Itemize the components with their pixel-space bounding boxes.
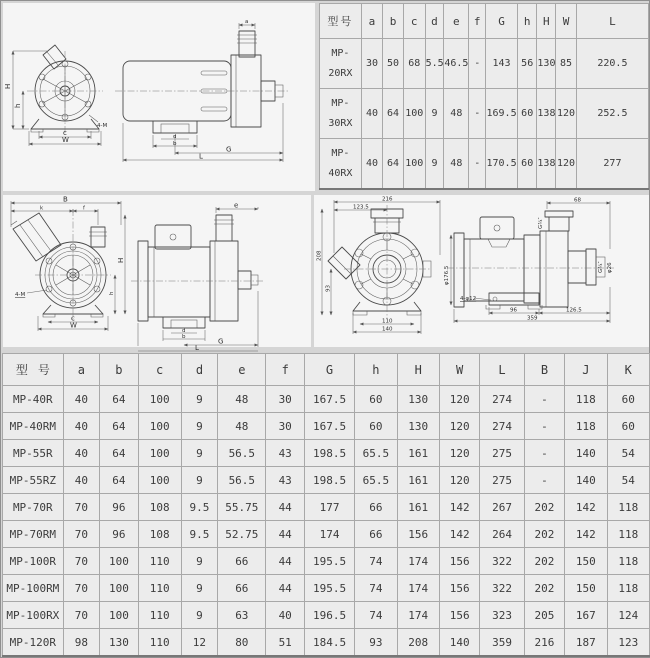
value-cell: 9 bbox=[181, 386, 218, 413]
value-cell: 110 bbox=[138, 548, 181, 575]
dim-width-inlet: 123.5 bbox=[353, 204, 369, 211]
value-cell: 64 bbox=[100, 413, 138, 440]
value-cell: 100 bbox=[138, 413, 181, 440]
bolt-callout-label: 4-M bbox=[15, 292, 26, 298]
value-cell: 118 bbox=[565, 386, 607, 413]
rx-pump-drawing bbox=[3, 3, 315, 191]
table-row bbox=[3, 548, 650, 575]
value-cell: 120 bbox=[439, 413, 479, 440]
rx-spec-table-panel bbox=[319, 3, 649, 189]
value-cell: 9 bbox=[181, 467, 218, 494]
dim-label-L: L bbox=[195, 344, 199, 352]
dim-label-H: H bbox=[4, 83, 12, 89]
value-cell: 195.5 bbox=[304, 548, 354, 575]
bolt-callout-label: 4-M bbox=[97, 123, 108, 129]
value-cell: 60 bbox=[518, 139, 537, 190]
value-cell: 120 bbox=[439, 467, 479, 494]
column-header: b bbox=[383, 4, 404, 39]
dim-label-h: h bbox=[109, 291, 115, 295]
pump120-front-view bbox=[317, 197, 441, 335]
drawing-panel-rx-series bbox=[3, 3, 315, 191]
table-row bbox=[320, 139, 649, 190]
value-cell: 40 bbox=[361, 139, 382, 190]
value-cell: 48 bbox=[444, 139, 469, 190]
value-cell: 60 bbox=[518, 89, 537, 139]
value-cell: 60 bbox=[355, 386, 397, 413]
column-header: W bbox=[439, 354, 479, 386]
column-header: K bbox=[607, 354, 649, 386]
dim-base-length: 96 bbox=[510, 307, 517, 314]
model-cell: MP-20RX bbox=[320, 39, 362, 89]
column-header: e bbox=[218, 354, 266, 386]
column-header: H bbox=[537, 4, 556, 39]
value-cell: 130 bbox=[537, 39, 556, 89]
column-header: f bbox=[266, 354, 304, 386]
value-cell: 130 bbox=[397, 386, 439, 413]
value-cell: 48 bbox=[444, 89, 469, 139]
value-cell: 55.75 bbox=[218, 494, 266, 521]
value-cell: 202 bbox=[524, 521, 564, 548]
value-cell: 66 bbox=[355, 494, 397, 521]
value-cell: 140 bbox=[565, 467, 607, 494]
value-cell: 64 bbox=[100, 386, 138, 413]
column-header: c bbox=[138, 354, 181, 386]
value-cell: 174 bbox=[397, 575, 439, 602]
value-cell: - bbox=[524, 467, 564, 494]
value-cell: 118 bbox=[607, 575, 649, 602]
value-cell: 96 bbox=[100, 494, 138, 521]
value-cell: 174 bbox=[397, 602, 439, 629]
model-cell: MP-120R bbox=[3, 629, 64, 657]
column-header: e bbox=[444, 4, 469, 39]
value-cell: 161 bbox=[397, 440, 439, 467]
value-cell: 110 bbox=[138, 575, 181, 602]
model-cell: MP-100RX bbox=[3, 602, 64, 629]
dim-head-length: 126.5 bbox=[566, 307, 582, 314]
value-cell: 56 bbox=[518, 39, 537, 89]
value-cell: 202 bbox=[524, 494, 564, 521]
bolt-callout-label: 4-φ12 bbox=[460, 296, 477, 302]
value-cell: 100 bbox=[138, 467, 181, 494]
value-cell: 30 bbox=[266, 386, 304, 413]
value-cell: 216 bbox=[524, 629, 564, 657]
r-spec-table-panel bbox=[2, 353, 650, 658]
column-header: H bbox=[397, 354, 439, 386]
value-cell: 9 bbox=[425, 139, 444, 190]
model-cell: MP-40RM bbox=[3, 413, 64, 440]
value-cell: 9 bbox=[425, 89, 444, 139]
outlet-thread-label: G¾″ bbox=[598, 261, 604, 273]
dim-width-total: 216 bbox=[382, 196, 393, 203]
value-cell: 74 bbox=[355, 548, 397, 575]
port-thread-label: G¾″ bbox=[538, 217, 544, 229]
value-cell: 64 bbox=[383, 89, 404, 139]
value-cell: 100 bbox=[100, 602, 138, 629]
column-header: d bbox=[181, 354, 218, 386]
value-cell: 44 bbox=[266, 575, 304, 602]
value-cell: - bbox=[469, 139, 486, 190]
value-cell: 205 bbox=[524, 602, 564, 629]
value-cell: 70 bbox=[63, 548, 100, 575]
value-cell: 140 bbox=[439, 629, 479, 657]
value-cell: 143 bbox=[486, 39, 518, 89]
value-cell: 267 bbox=[480, 494, 524, 521]
value-cell: 174 bbox=[397, 548, 439, 575]
dim-label-b: b bbox=[173, 141, 177, 147]
value-cell: - bbox=[524, 386, 564, 413]
value-cell: 161 bbox=[397, 494, 439, 521]
value-cell: 66 bbox=[218, 548, 266, 575]
dim-label-a: a bbox=[245, 19, 249, 25]
column-header: d bbox=[425, 4, 444, 39]
table-row bbox=[3, 575, 650, 602]
pump-120r-drawing bbox=[314, 195, 649, 347]
table-row bbox=[3, 602, 650, 629]
value-cell: 138 bbox=[537, 139, 556, 190]
value-cell: 322 bbox=[480, 575, 524, 602]
rx-front-view bbox=[4, 45, 107, 146]
value-cell: 118 bbox=[565, 413, 607, 440]
column-header: f bbox=[469, 4, 486, 39]
value-cell: 118 bbox=[607, 548, 649, 575]
value-cell: 64 bbox=[100, 467, 138, 494]
table-row bbox=[3, 386, 650, 413]
value-cell: - bbox=[524, 413, 564, 440]
value-cell: 70 bbox=[63, 494, 100, 521]
column-header: c bbox=[403, 4, 425, 39]
value-cell: 9.5 bbox=[181, 494, 218, 521]
dim-total-length: 359 bbox=[527, 315, 538, 322]
value-cell: 96 bbox=[100, 521, 138, 548]
value-cell: 44 bbox=[266, 548, 304, 575]
dim-height-center: 93 bbox=[325, 285, 332, 292]
dim-label-G: G bbox=[218, 337, 224, 346]
dim-label-H: H bbox=[117, 257, 125, 263]
value-cell: 150 bbox=[565, 548, 607, 575]
drawing-panel-120r bbox=[314, 195, 649, 347]
value-cell: 46.5 bbox=[444, 39, 469, 89]
value-cell: 66 bbox=[218, 575, 266, 602]
column-header: h bbox=[355, 354, 397, 386]
value-cell: 198.5 bbox=[304, 467, 354, 494]
value-cell: 196.5 bbox=[304, 602, 354, 629]
value-cell: 110 bbox=[138, 629, 181, 657]
model-cell: MP-40RX bbox=[320, 139, 362, 190]
value-cell: 5.5 bbox=[425, 39, 444, 89]
value-cell: 323 bbox=[480, 602, 524, 629]
value-cell: 177 bbox=[304, 494, 354, 521]
column-header: a bbox=[63, 354, 100, 386]
value-cell: 52.75 bbox=[218, 521, 266, 548]
column-header: G bbox=[304, 354, 354, 386]
value-cell: 43 bbox=[266, 467, 304, 494]
value-cell: 100 bbox=[403, 89, 425, 139]
dim-label-d: d bbox=[182, 328, 186, 334]
dim-label-b: b bbox=[182, 334, 186, 340]
value-cell: 70 bbox=[63, 602, 100, 629]
value-cell: 63 bbox=[218, 602, 266, 629]
dim-label-B: B bbox=[63, 195, 68, 204]
table-row bbox=[3, 467, 650, 494]
value-cell: 275 bbox=[480, 467, 524, 494]
dim-label-W: W bbox=[70, 321, 77, 330]
value-cell: 277 bbox=[576, 139, 648, 190]
value-cell: 110 bbox=[138, 602, 181, 629]
model-cell: MP-40R bbox=[3, 386, 64, 413]
value-cell: 9 bbox=[181, 548, 218, 575]
rx-spec-table bbox=[319, 3, 649, 190]
dim-label-e: e bbox=[234, 201, 239, 210]
flange-dia-label: φ176.5 bbox=[444, 265, 450, 285]
value-cell: 202 bbox=[524, 548, 564, 575]
value-cell: 100 bbox=[100, 575, 138, 602]
dim-label-h: h bbox=[14, 103, 22, 108]
value-cell: 40 bbox=[63, 467, 100, 494]
value-cell: 12 bbox=[181, 629, 218, 657]
value-cell: 51 bbox=[266, 629, 304, 657]
value-cell: 48 bbox=[218, 386, 266, 413]
value-cell: 108 bbox=[138, 494, 181, 521]
value-cell: 150 bbox=[565, 575, 607, 602]
header-row bbox=[3, 354, 650, 386]
value-cell: 275 bbox=[480, 440, 524, 467]
value-cell: 100 bbox=[100, 548, 138, 575]
column-header: a bbox=[361, 4, 382, 39]
dim-label-G: G bbox=[226, 145, 232, 154]
value-cell: 50 bbox=[383, 39, 404, 89]
column-header: L bbox=[480, 354, 524, 386]
dim-height-total: 208 bbox=[316, 250, 323, 261]
value-cell: 140 bbox=[565, 440, 607, 467]
model-cell: MP-100RM bbox=[3, 575, 64, 602]
value-cell: - bbox=[469, 39, 486, 89]
value-cell: 56.5 bbox=[218, 467, 266, 494]
value-cell: 161 bbox=[397, 467, 439, 494]
value-cell: 44 bbox=[266, 494, 304, 521]
value-cell: 40 bbox=[266, 602, 304, 629]
value-cell: 60 bbox=[607, 386, 649, 413]
table-row bbox=[320, 39, 649, 89]
value-cell: 184.5 bbox=[304, 629, 354, 657]
value-cell: 65.5 bbox=[355, 440, 397, 467]
value-cell: 187 bbox=[565, 629, 607, 657]
dim-port-offset: 68 bbox=[574, 197, 581, 204]
value-cell: 60 bbox=[355, 413, 397, 440]
value-cell: 30 bbox=[266, 413, 304, 440]
value-cell: 54 bbox=[607, 440, 649, 467]
outlet-dia-label: φ26 bbox=[607, 262, 613, 273]
value-cell: 9 bbox=[181, 575, 218, 602]
value-cell: 156 bbox=[439, 575, 479, 602]
value-cell: 123 bbox=[607, 629, 649, 657]
value-cell: 74 bbox=[355, 602, 397, 629]
r-front-view bbox=[11, 196, 125, 332]
table-row bbox=[3, 629, 650, 657]
table-row bbox=[3, 440, 650, 467]
value-cell: 9 bbox=[181, 413, 218, 440]
r-side-view bbox=[131, 202, 265, 353]
value-cell: 274 bbox=[480, 386, 524, 413]
dim-label-d: d bbox=[173, 134, 177, 140]
value-cell: 100 bbox=[138, 386, 181, 413]
column-header: 型号 bbox=[320, 4, 362, 39]
value-cell: 156 bbox=[439, 602, 479, 629]
value-cell: 66 bbox=[355, 521, 397, 548]
table-row bbox=[3, 521, 650, 548]
model-cell: MP-100R bbox=[3, 548, 64, 575]
value-cell: 100 bbox=[403, 139, 425, 190]
value-cell: 70 bbox=[63, 575, 100, 602]
value-cell: 142 bbox=[439, 521, 479, 548]
value-cell: 68 bbox=[403, 39, 425, 89]
value-cell: 40 bbox=[63, 413, 100, 440]
value-cell: 85 bbox=[556, 39, 577, 89]
value-cell: 220.5 bbox=[576, 39, 648, 89]
value-cell: 195.5 bbox=[304, 575, 354, 602]
value-cell: 40 bbox=[63, 440, 100, 467]
dim-label-c: c bbox=[71, 314, 75, 323]
value-cell: 74 bbox=[355, 575, 397, 602]
value-cell: 98 bbox=[63, 629, 100, 657]
value-cell: 120 bbox=[439, 386, 479, 413]
model-cell: MP-55RZ bbox=[3, 467, 64, 494]
value-cell: 359 bbox=[480, 629, 524, 657]
column-header: 型号 bbox=[3, 354, 64, 386]
column-header: J bbox=[565, 354, 607, 386]
model-cell: MP-30RX bbox=[320, 89, 362, 139]
value-cell: 202 bbox=[524, 575, 564, 602]
value-cell: 9 bbox=[181, 602, 218, 629]
value-cell: 120 bbox=[439, 440, 479, 467]
value-cell: 64 bbox=[100, 440, 138, 467]
value-cell: 169.5 bbox=[486, 89, 518, 139]
value-cell: 118 bbox=[607, 494, 649, 521]
value-cell: - bbox=[469, 89, 486, 139]
value-cell: 198.5 bbox=[304, 440, 354, 467]
value-cell: 264 bbox=[480, 521, 524, 548]
dim-label-f: f bbox=[83, 205, 85, 212]
header-row bbox=[320, 4, 649, 39]
value-cell: 130 bbox=[397, 413, 439, 440]
value-cell: 142 bbox=[565, 521, 607, 548]
r-pump-drawing bbox=[3, 195, 311, 352]
value-cell: 130 bbox=[100, 629, 138, 657]
drawing-panel-r-series bbox=[3, 195, 311, 352]
table-row bbox=[3, 413, 650, 440]
model-cell: MP-70R bbox=[3, 494, 64, 521]
value-cell: 56.5 bbox=[218, 440, 266, 467]
value-cell: 252.5 bbox=[576, 89, 648, 139]
value-cell: 93 bbox=[355, 629, 397, 657]
value-cell: 54 bbox=[607, 467, 649, 494]
r-spec-table bbox=[2, 353, 650, 657]
value-cell: 120 bbox=[556, 89, 577, 139]
value-cell: 322 bbox=[480, 548, 524, 575]
value-cell: 9 bbox=[181, 440, 218, 467]
value-cell: 208 bbox=[397, 629, 439, 657]
column-header: G bbox=[486, 4, 518, 39]
value-cell: 43 bbox=[266, 440, 304, 467]
value-cell: 174 bbox=[304, 521, 354, 548]
value-cell: 170.5 bbox=[486, 139, 518, 190]
value-cell: 142 bbox=[439, 494, 479, 521]
value-cell: 48 bbox=[218, 413, 266, 440]
value-cell: 142 bbox=[565, 494, 607, 521]
model-cell: MP-55R bbox=[3, 440, 64, 467]
value-cell: 30 bbox=[361, 39, 382, 89]
value-cell: 65.5 bbox=[355, 467, 397, 494]
dim-feet-outer: 140 bbox=[382, 326, 393, 333]
value-cell: 156 bbox=[397, 521, 439, 548]
value-cell: 60 bbox=[607, 413, 649, 440]
value-cell: 64 bbox=[383, 139, 404, 190]
value-cell: 156 bbox=[439, 548, 479, 575]
value-cell: 138 bbox=[537, 89, 556, 139]
value-cell: 108 bbox=[138, 521, 181, 548]
value-cell: 167.5 bbox=[304, 413, 354, 440]
dim-label-c: c bbox=[63, 129, 67, 137]
column-header: L bbox=[576, 4, 648, 39]
model-cell: MP-70RM bbox=[3, 521, 64, 548]
dim-label-L: L bbox=[199, 152, 203, 161]
value-cell: 70 bbox=[63, 521, 100, 548]
column-header: B bbox=[524, 354, 564, 386]
dim-label-W: W bbox=[62, 136, 69, 144]
pump120-side-view bbox=[444, 198, 614, 324]
column-header: W bbox=[556, 4, 577, 39]
rx-side-view bbox=[115, 19, 289, 162]
dim-feet-inner: 110 bbox=[382, 318, 393, 325]
dim-label-k: k bbox=[40, 205, 44, 212]
table-row bbox=[320, 89, 649, 139]
value-cell: 100 bbox=[138, 440, 181, 467]
value-cell: 44 bbox=[266, 521, 304, 548]
value-cell: 124 bbox=[607, 602, 649, 629]
value-cell: 80 bbox=[218, 629, 266, 657]
value-cell: 120 bbox=[556, 139, 577, 190]
value-cell: 118 bbox=[607, 521, 649, 548]
column-header: b bbox=[100, 354, 138, 386]
value-cell: 274 bbox=[480, 413, 524, 440]
value-cell: - bbox=[524, 440, 564, 467]
value-cell: 9.5 bbox=[181, 521, 218, 548]
table-row bbox=[3, 494, 650, 521]
column-header: h bbox=[518, 4, 537, 39]
value-cell: 167.5 bbox=[304, 386, 354, 413]
value-cell: 40 bbox=[63, 386, 100, 413]
value-cell: 167 bbox=[565, 602, 607, 629]
value-cell: 40 bbox=[361, 89, 382, 139]
